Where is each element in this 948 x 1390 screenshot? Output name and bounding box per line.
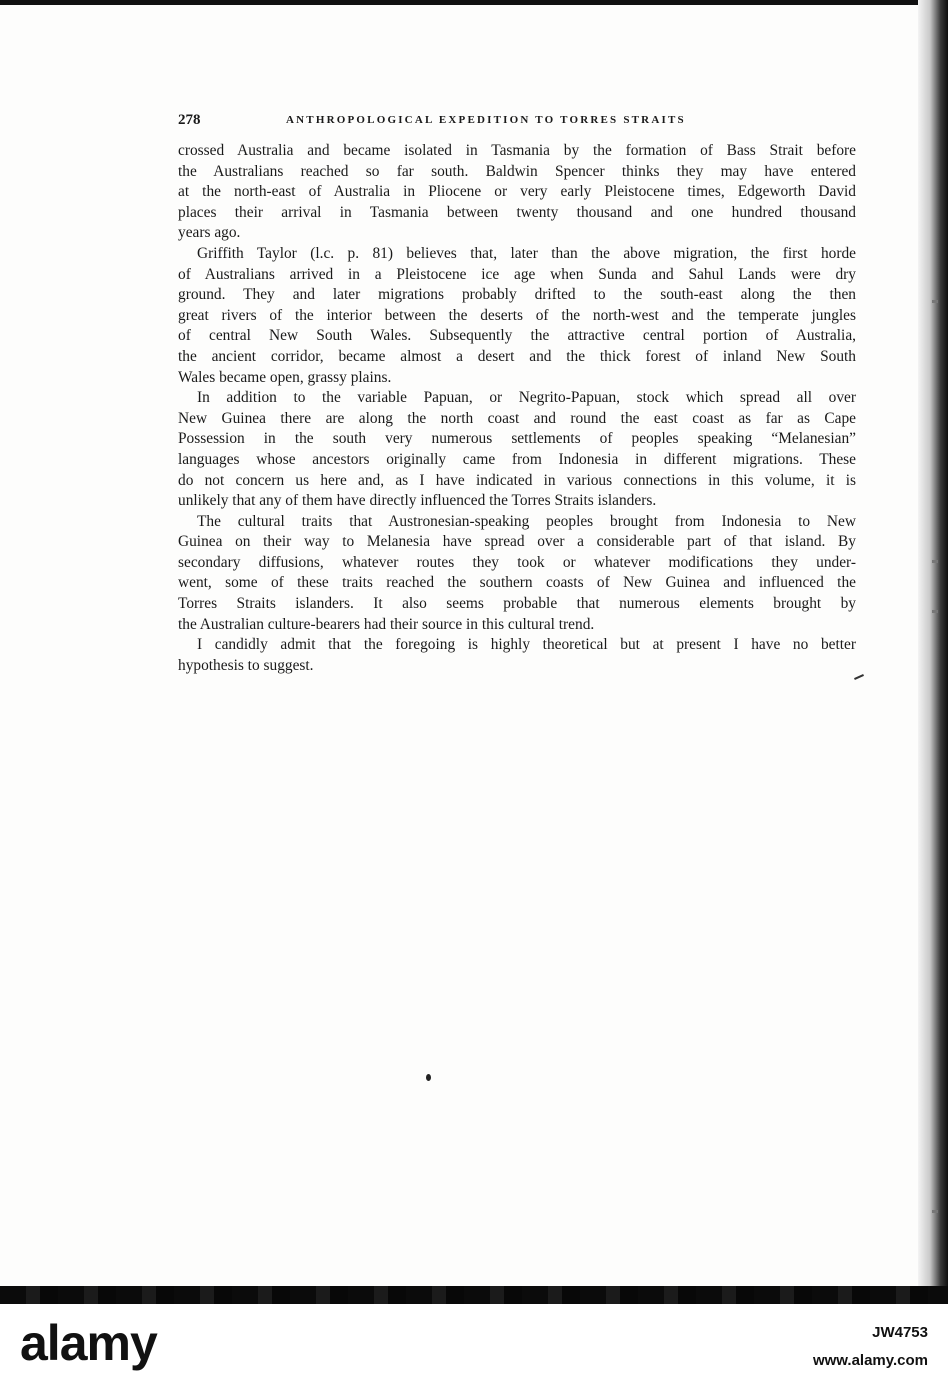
page-number: 278: [178, 112, 201, 128]
scan-speck: [932, 300, 938, 303]
body-text: [178, 141, 856, 676]
text-line: Guinea on their way to Melanesia have spread over a considerable part of that island. By: [178, 533, 856, 551]
site-url: www.alamy.com: [812, 1352, 928, 1369]
text-line: the Australians reached so far south. Baldwin Spencer thinks they may have entered: [178, 162, 856, 180]
text-line: ground. They and later migrations probably drifted to the south-east along the then: [178, 286, 856, 304]
scan-top-edge: [0, 0, 948, 5]
text-line: at the north-east of Australia in Pliocene or very early Pleistocene times, Edgeworth David: [178, 183, 856, 201]
text-line: hypothesis to suggest.: [178, 656, 314, 674]
stock-footer: [0, 1304, 948, 1390]
page-header: [178, 112, 858, 134]
text-line: do not concern us here and, as I have indicated in various connections in this volume, it is: [178, 471, 856, 489]
text-line: crossed Australia and became isolated in Tasmania by the formation of Bass Strait before: [178, 142, 856, 159]
text-line: Torres Straits islanders. It also seems probable that numerous elements brought by: [178, 595, 856, 613]
text-line: In addition to the variable Papuan, or Negrito-Papuan, stock which spread all over: [197, 389, 856, 407]
text-line: the ancient corridor, became almost a desert and the thick forest of inland New South: [178, 347, 856, 365]
ink-dot: [426, 1074, 431, 1081]
text-line: New Guinea there are along the north coast and round the east coast as far as Cape: [178, 409, 856, 427]
running-head: ANTHROPOLOGICAL EXPEDITION TO TORRES STRAITS: [286, 114, 686, 126]
scan-speck: [932, 610, 938, 613]
text-line: years ago.: [178, 224, 241, 242]
text-line: of Australians arrived in a Pleistocene ice age when Sunda and Sahul Lands were dry: [178, 265, 856, 283]
text-line: unlikely that any of them have directly influenced the Torres Straits islanders.: [178, 492, 657, 510]
text-line: The cultural traits that Austronesian-speaking peoples brought from Indonesia to New: [197, 512, 856, 530]
image-id: JW4753: [872, 1324, 928, 1341]
text-line: Wales became open, grassy plains.: [178, 368, 392, 386]
text-line: went, some of these traits reached the southern coasts of New Guinea and influenced the: [178, 574, 856, 592]
scan-speck: [932, 560, 938, 563]
text-line: the Australian culture-bearers had their source in this cultural trend.: [178, 615, 595, 633]
text-line: Griffith Taylor (l.c. p. 81) believes that, later than the above migration, the first horde: [197, 244, 856, 262]
alamy-logo: alamy: [20, 1315, 157, 1371]
text-line: of central New South Wales. Subsequently the attractive central portion of Australia,: [178, 327, 856, 345]
text-line: great rivers of the interior between the deserts of the north-west and the temperate jungles: [178, 306, 856, 324]
scan-speck: [932, 1210, 938, 1213]
text-line: secondary diffusions, whatever routes they took or whatever modifications they under-: [178, 553, 856, 571]
page-binding-shadow: [918, 0, 948, 1286]
scan-bottom-band: [0, 1286, 948, 1304]
text-line: languages whose ancestors originally came from Indonesia in different migrations. These: [178, 450, 856, 468]
text-line: I candidly admit that the foregoing is highly theoretical but at present I have no better: [197, 636, 856, 654]
text-line: places their arrival in Tasmania between twenty thousand and one hundred thousand: [178, 203, 856, 221]
text-line: Possession in the south very numerous settlements of peoples speaking “Melanesian”: [178, 430, 856, 448]
